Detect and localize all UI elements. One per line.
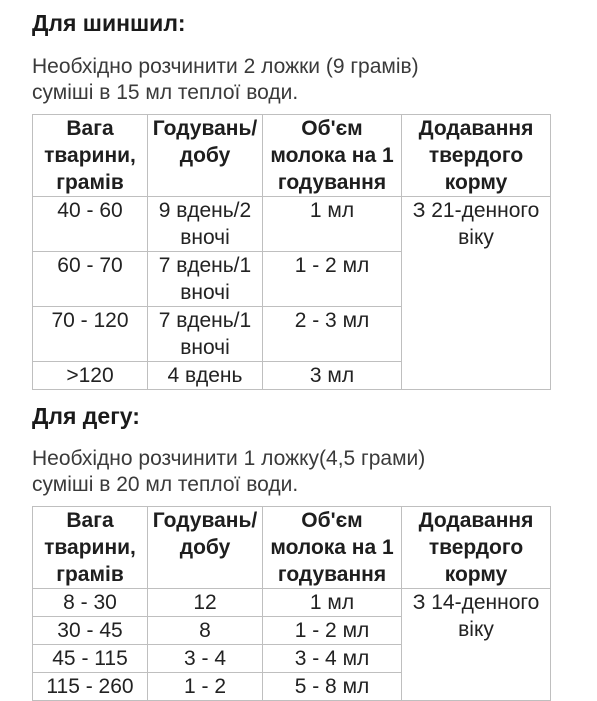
cell-feeds: 3 - 4 — [148, 645, 263, 673]
degu-intro-line-2: суміші в 20 мл теплої води. — [32, 473, 299, 496]
header-weight: Вага тварини, грамів — [33, 115, 148, 197]
chinchilla-feeding-table — [32, 114, 551, 390]
cell-weight: 45 - 115 — [33, 645, 148, 673]
cell-volume: 5 - 8 мл — [263, 673, 402, 701]
header-feeds-per-day: Годувань/ добу — [148, 507, 263, 589]
cell-volume: 3 мл — [263, 362, 402, 390]
chinchilla-intro — [32, 54, 552, 106]
table-row — [33, 197, 551, 252]
header-solid-food: Додавання твердого корму — [402, 507, 551, 589]
header-weight: Вага тварини, грамів — [33, 507, 148, 589]
cell-feeds: 9 вдень/2 вночі — [148, 197, 263, 252]
cell-feeds: 1 - 2 — [148, 673, 263, 701]
chinchilla-title: Для шиншил: — [32, 10, 186, 36]
cell-feeds: 7 вдень/1 вночі — [148, 252, 263, 307]
degu-intro-line-1: Необхідно розчинити 1 ложку(4,5 грами) — [32, 447, 426, 470]
cell-volume: 3 - 4 мл — [263, 645, 402, 673]
chinchilla-intro-line-1: Необхідно розчинити 2 ложки (9 грамів) — [32, 55, 419, 78]
cell-weight: 70 - 120 — [33, 307, 148, 362]
cell-weight: 8 - 30 — [33, 589, 148, 617]
cell-weight: >120 — [33, 362, 148, 390]
cell-feeds: 12 — [148, 589, 263, 617]
cell-solid-food: З 14-денного віку — [402, 589, 551, 701]
cell-weight: 30 - 45 — [33, 617, 148, 645]
table-header-row — [33, 115, 551, 197]
cell-volume: 1 мл — [263, 197, 402, 252]
header-feeds-per-day: Годувань/ добу — [148, 115, 263, 197]
cell-feeds: 8 — [148, 617, 263, 645]
cell-volume: 1 мл — [263, 589, 402, 617]
degu-intro — [32, 446, 552, 498]
degu-feeding-table — [32, 506, 551, 701]
cell-feeds: 4 вдень — [148, 362, 263, 390]
header-solid-food: Додавання твердого корму — [402, 115, 551, 197]
cell-volume: 2 - 3 мл — [263, 307, 402, 362]
cell-volume: 1 - 2 мл — [263, 617, 402, 645]
cell-weight: 60 - 70 — [33, 252, 148, 307]
chinchilla-intro-line-2: суміші в 15 мл теплої води. — [32, 81, 299, 104]
cell-weight: 115 - 260 — [33, 673, 148, 701]
degu-title: Для дегу: — [32, 403, 140, 429]
cell-volume: 1 - 2 мл — [263, 252, 402, 307]
table-row — [33, 589, 551, 617]
cell-feeds: 7 вдень/1 вночі — [148, 307, 263, 362]
cell-solid-food: З 21-денного віку — [402, 197, 551, 390]
header-milk-volume: Об'єм молока на 1 годування — [263, 115, 402, 197]
header-milk-volume: Об'єм молока на 1 годування — [263, 507, 402, 589]
table-header-row — [33, 507, 551, 589]
cell-weight: 40 - 60 — [33, 197, 148, 252]
